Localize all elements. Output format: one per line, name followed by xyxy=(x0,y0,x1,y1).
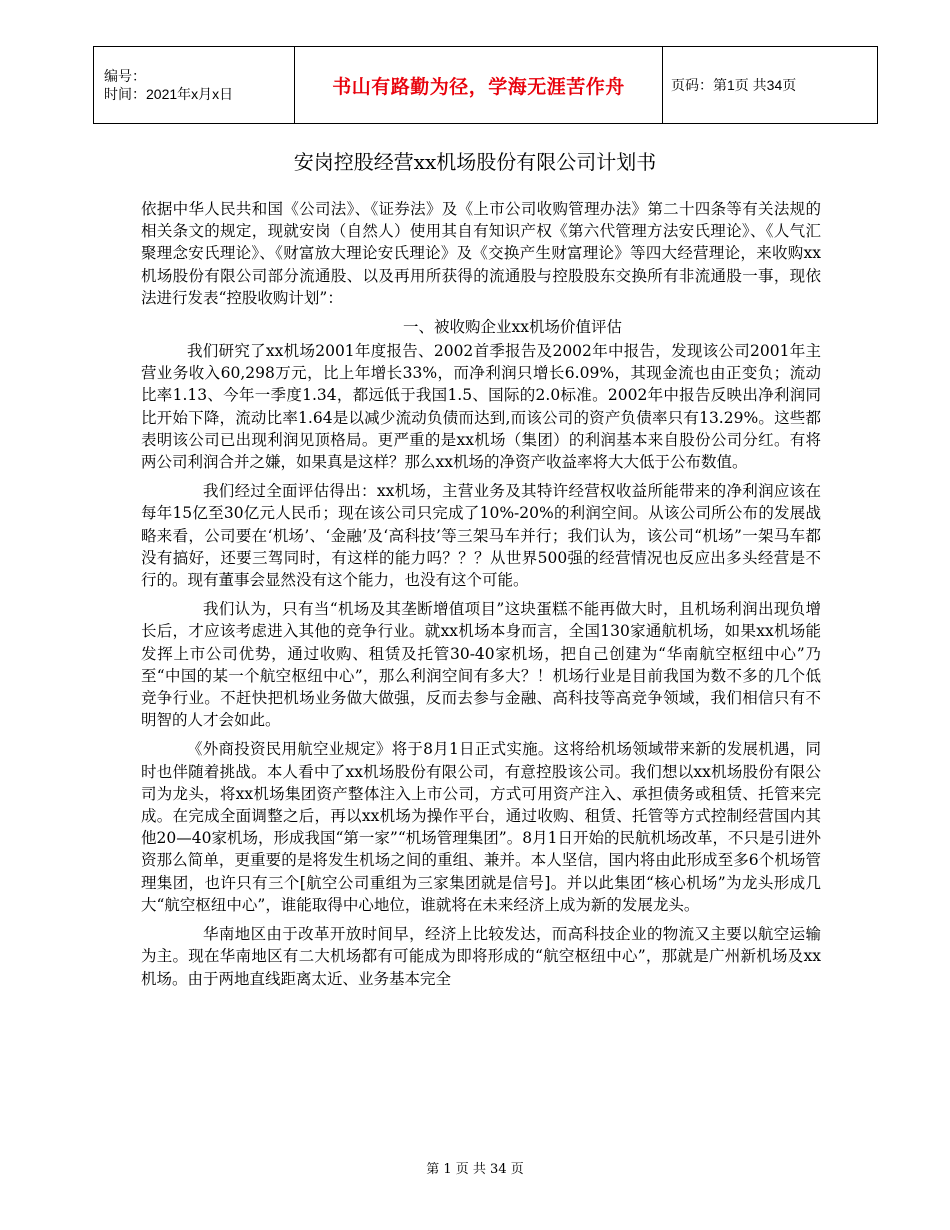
header-page-info: 页码：第1页 共34页 xyxy=(663,47,878,124)
section-heading: 一、被收购企业xx机场价值评估 xyxy=(403,318,622,337)
document-title: 安岗控股经营xx机场股份有限公司计划书 xyxy=(293,150,657,174)
body-paragraph: 我们经过全面评估得出：xx机场，主营业务及其特许经营权收益所能带来的净利润应该在每年15亿至30亿元人民币；现在该公司只完成了10%-20%的利润空间。从该公司所公布的发展战略来看，公司要在‘机场’、‘金融’及‘高科技’等三架马车并行；我们认为，该公司“机场”一架马车都没有搞好，还要三驾同时，有这样的能力吗？？？从世界500强的经营情况也反应出多头经营是不行的。现有董事会显然没有这个能力，也没有这个可能。 xyxy=(141,482,821,590)
header-table xyxy=(93,46,878,124)
intro-paragraph: 依据中华人民共和国《公司法》、《证券法》及《上市公司收购管理办法》第二十四条等有关法规的相关条文的规定，现就安岗（自然人）使用其自有知识产权《第六代管理方法安氏理论》、《人气汇聚理念安氏理论》、《财富放大理论安氏理论》及《交换产生财富理论》等四大经营理论，来收购xx机场股份有限公司部分流通股、以及再用所获得的流通股与控股股东交换所有非流通股一事，现依法进行发表“控股收购计划”： xyxy=(141,200,821,307)
header-motto: 书山有路勤为径，学海无涯苦作舟 xyxy=(295,47,663,124)
header-meta-cell xyxy=(94,47,295,124)
body-paragraph: 华南地区由于改革开放时间早，经济上比较发达，而高科技企业的物流又主要以航空运输为主。现在华南地区有二大机场都有可能成为即将形成的“航空枢纽中心”，那就是广州新机场及xx机场。由于两地直线距离太近、业务基本完全 xyxy=(141,925,821,988)
page-footer: 第 1 页 共 34 页 xyxy=(426,1162,524,1177)
body-paragraph: 我们认为，只有当“机场及其垄断增值项目”这块蛋糕不能再做大时，且机场利润出现负增长后，才应该考虑进入其他的竞争行业。就xx机场本身而言，全国130家通航机场，如果xx机场能发挥上市公司优势，通过收购、租赁及托管30-40家机场，把自己创建为“华南航空枢纽中心”乃至“中国的某一个航空枢纽中心”，那么利润空间有多大？！机场行业是目前我国为数不多的几个低竞争行业。不赶快把机场业务做大做强，反而去参与金融、高科技等高竞争领域，我们相信只有不明智的人才会如此。 xyxy=(141,600,821,730)
document-body xyxy=(141,198,821,997)
body-paragraph: 我们研究了xx机场2001年度报告、2002首季报告及2002年中报告，发现该公司2001年主营业务收入60,298万元，比上年增长33%，而净利润只增长6.09%，其现金流也由正变负；流动比率1.13、今年一季度1.34，都远低于我国1.5、国际的2.0标准。2002年中报告反映出净利润同比开始下降，流动比率1.64是以减少流动负债而达到,而该公司的资产负债率只有13.29%。这些都表明该公司已出现利润见顶格局。更严重的是xx机场（集团）的利润基本来自股份公司分红。有将两公司利润合并之嫌，如果真是这样？那么xx机场的净资产收益率将大大低于公布数值。 xyxy=(141,342,821,472)
document-number-label: 编号： xyxy=(104,68,146,84)
body-paragraph: 《外商投资民用航空业规定》将于8月1日正式实施。这将给机场领域带来新的发展机遇，同时也伴随着挑战。本人看中了xx机场股份有限公司，有意控股该公司。我们想以xx机场股份有限公司为龙头，将xx机场集团资产整体注入上市公司，方式可用资产注入、承担债务或租赁、托管来完成。在完成全面调整之后，再以xx机场为操作平台，通过收购、租赁、托管等方式控制经营国内其他20—40家机场，形成我国“第一家”“机场管理集团”。8月1日开始的民航机场改革，不只是引进外资那么简单，更重要的是将发生机场之间的重组、兼并。本人坚信，国内将由此形成至多6个机场管理集团，也许只有三个[航空公司重组为三家集团就是信号]。并以此集团“核心机场”为龙头形成几大“航空枢纽中心”，谁能取得中心地位，谁就将在未来经济上成为新的发展龙头。 xyxy=(141,740,821,914)
document-date-label: 时间：2021年x月x日 xyxy=(104,86,234,102)
